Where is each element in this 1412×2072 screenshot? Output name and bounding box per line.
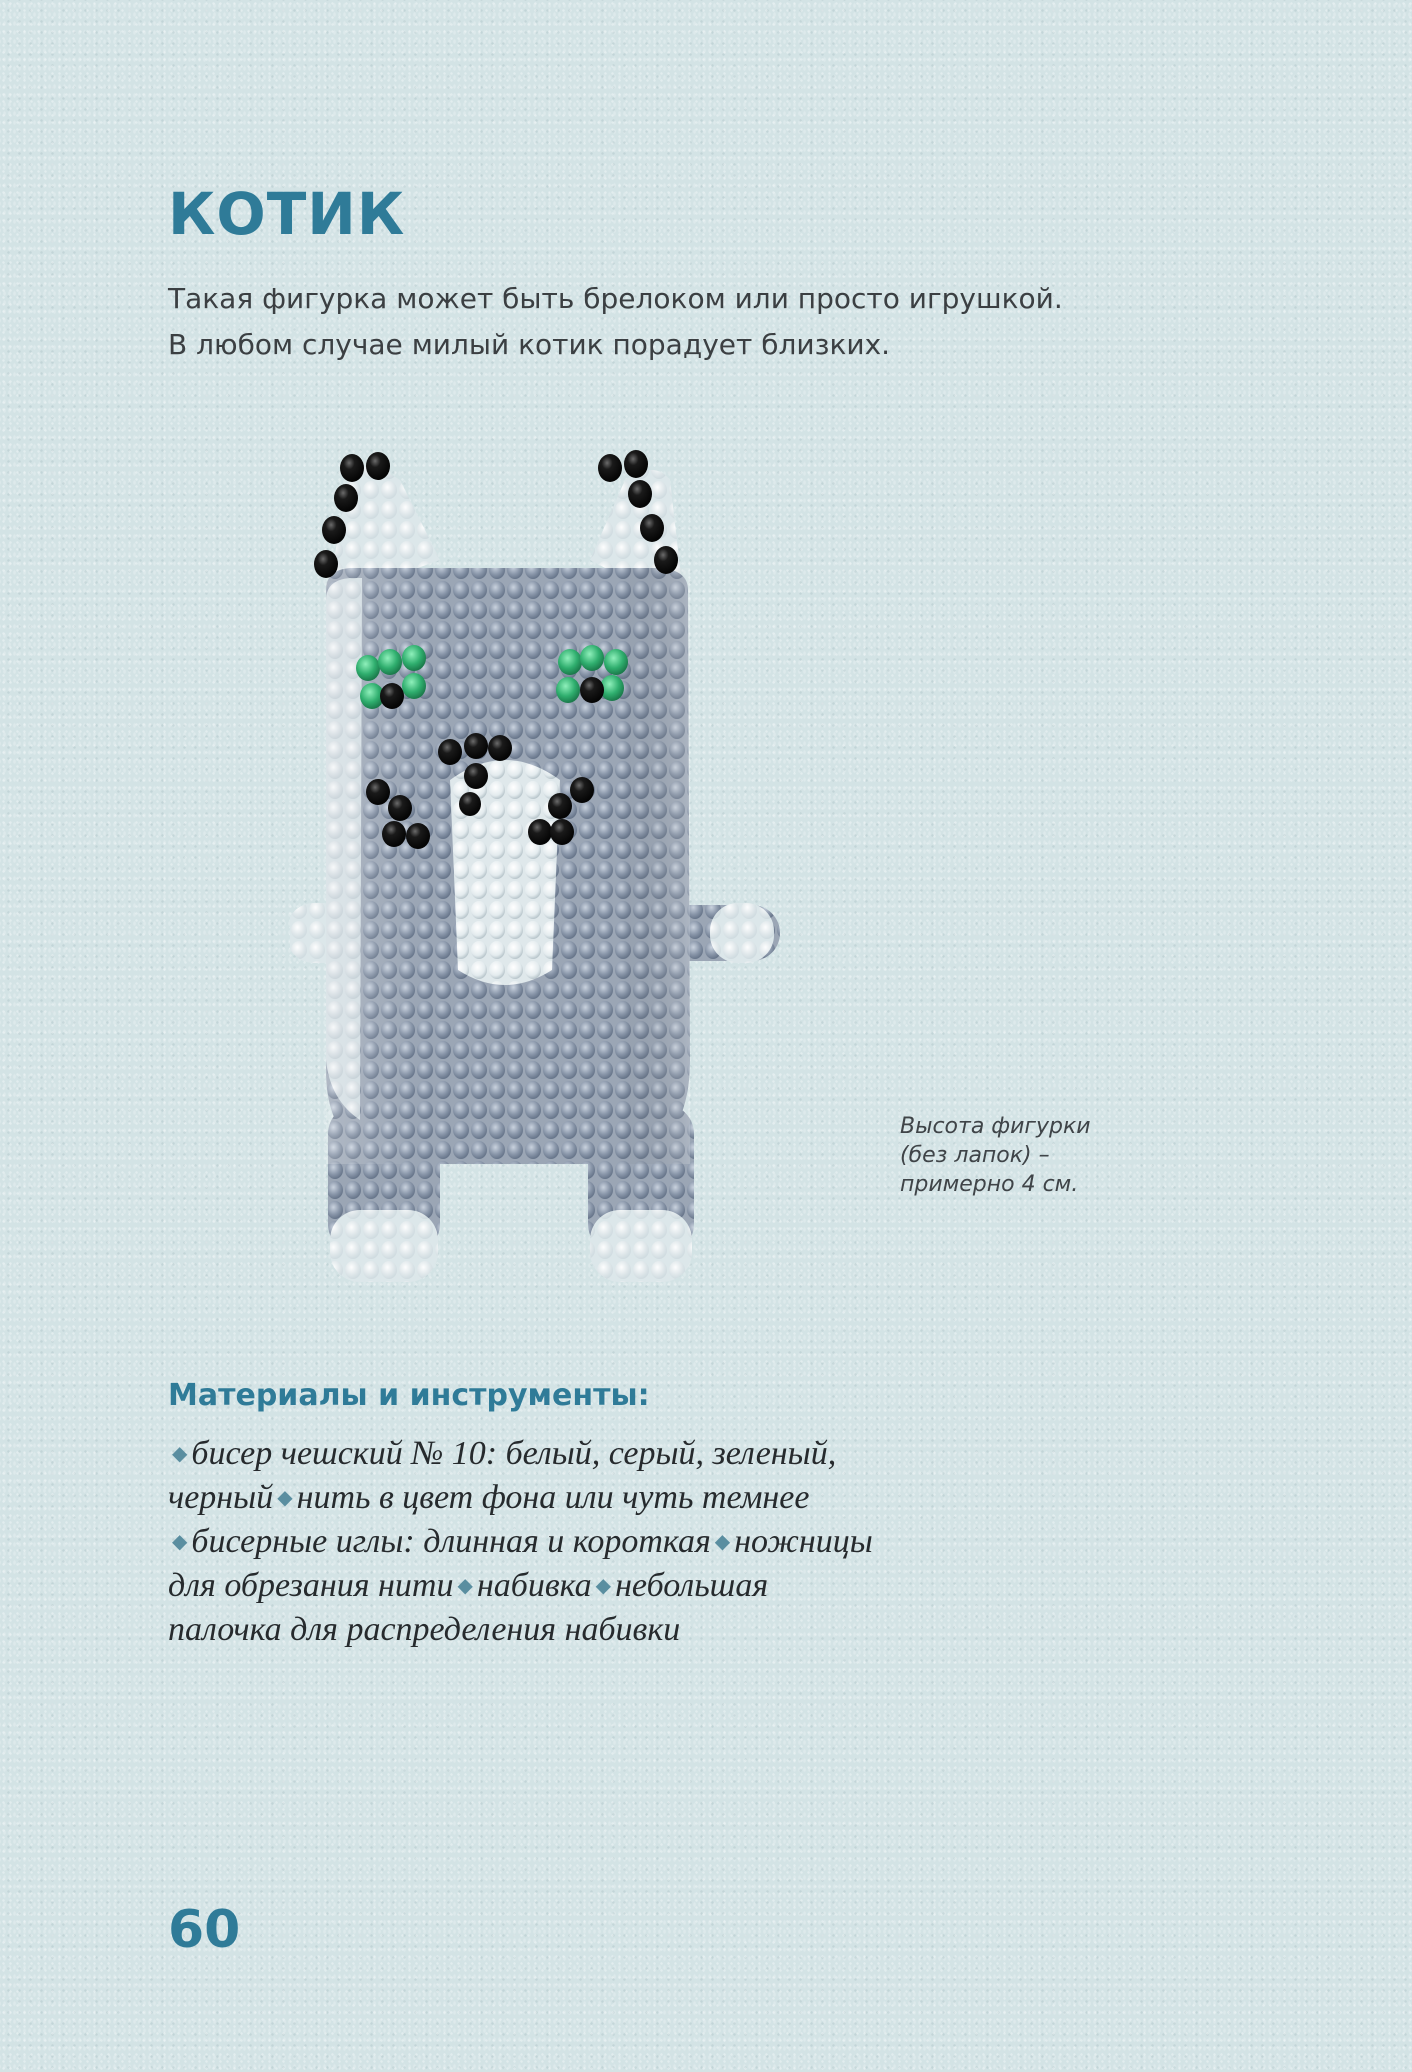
materials-list bbox=[168, 1432, 1028, 1652]
caption-line: Высота фигурки bbox=[900, 1114, 1091, 1139]
materials-item-text: ножницы bbox=[734, 1523, 873, 1560]
diamond-bullet-icon: ◆ bbox=[277, 1487, 293, 1509]
diamond-bullet-icon: ◆ bbox=[457, 1575, 473, 1597]
materials-item-text: нить в цвет фона или чуть темнее bbox=[296, 1479, 810, 1516]
materials-line bbox=[168, 1564, 1028, 1608]
caption-line: примерно 4 см. bbox=[900, 1172, 1079, 1197]
materials-item-text: палочка для распределения набивки bbox=[168, 1611, 681, 1648]
materials-line bbox=[168, 1432, 1028, 1476]
figure-caption bbox=[900, 1112, 1140, 1199]
materials-heading: Материалы и инструменты: bbox=[168, 1378, 650, 1413]
materials-item-text: набивка bbox=[476, 1567, 592, 1604]
diamond-bullet-icon: ◆ bbox=[714, 1531, 731, 1553]
intro-text bbox=[168, 276, 1168, 368]
materials-item-text: бисер чешский № 10: белый, серый, зеленый, bbox=[191, 1435, 837, 1472]
diamond-bullet-icon: ◆ bbox=[172, 1531, 188, 1553]
intro-line: В любом случае милый котик порадует близких. bbox=[168, 328, 891, 361]
caption-line: (без лапок) – bbox=[900, 1143, 1050, 1168]
diamond-bullet-icon: ◆ bbox=[172, 1443, 188, 1465]
materials-item-text: небольшая bbox=[615, 1567, 769, 1604]
page-number: 60 bbox=[168, 1900, 241, 1960]
materials-item-text: черный bbox=[168, 1479, 274, 1516]
diamond-bullet-icon: ◆ bbox=[595, 1575, 612, 1597]
materials-item-text: для обрезания нити bbox=[168, 1567, 454, 1604]
intro-line: Такая фигурка может быть брелоком или просто игрушкой. bbox=[168, 282, 1063, 315]
materials-line bbox=[168, 1476, 1028, 1520]
materials-line bbox=[168, 1520, 1028, 1564]
materials-item-text: бисерные иглы: длинная и короткая bbox=[191, 1523, 711, 1560]
materials-line bbox=[168, 1608, 1028, 1652]
page-title: КОТИК bbox=[168, 180, 406, 248]
